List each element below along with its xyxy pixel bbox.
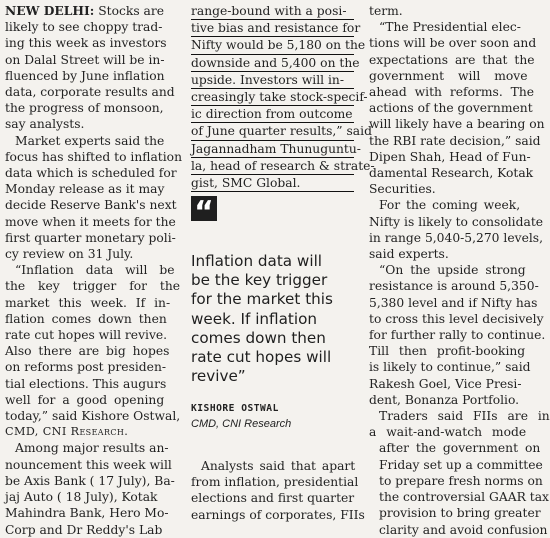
text-line: Traders said FIIs are in	[379, 409, 550, 424]
text-line: jaj Auto ( 18 July), Kotak	[5, 490, 158, 505]
text-line: from inflation, presidential	[191, 475, 359, 490]
text-line: Rakesh Goel, Vice Presi-	[369, 376, 522, 391]
highlighted-line: ic direction from outcome	[191, 106, 354, 123]
text-line: Friday set up a committee	[379, 457, 543, 472]
pull-quote-line: for the market this	[191, 290, 333, 309]
text-line: Nifty is likely to consolidate	[369, 214, 544, 229]
text-line: dent, Bonanza Portfolio.	[369, 392, 520, 407]
text-line: nouncement this week will	[5, 457, 172, 472]
text-line: Mahindra Bank, Hero Mo-	[5, 506, 169, 521]
text-line: Monday release as it may	[5, 182, 165, 197]
text-line: fluenced by June inflation	[5, 68, 165, 83]
paragraph-analysts	[191, 458, 365, 523]
text-line: first quarter monetary poli-	[5, 230, 176, 245]
text-line: CMD, CNI Research.	[5, 425, 129, 439]
text-line: ing this week as investors	[5, 36, 167, 51]
article-column-3	[369, 3, 550, 538]
article-column-2	[191, 3, 375, 192]
text-line: move when it meets for the	[5, 214, 176, 229]
text-line: Corp and Dr Reddy's Lab	[5, 522, 163, 537]
article-column-1	[5, 3, 183, 538]
pull-quote-line: Inflation data will	[191, 252, 323, 270]
text-line: for further rally to continue.	[369, 328, 546, 343]
text-line: after the government on	[379, 441, 541, 456]
text-line: to prepare fresh norms on	[379, 473, 543, 488]
text-line: ahead with reforms. The	[369, 85, 535, 100]
text-line: market this week. If in-	[5, 295, 171, 310]
highlighted-line: tive bias and resistance for	[191, 20, 354, 37]
text-line: will likely have a bearing on	[369, 117, 545, 132]
text-line: earnings of corporates, FIIs	[191, 507, 365, 522]
highlighted-line: downside and 5,400 on the	[191, 55, 354, 72]
highlighted-line: la, head of research & strate-	[191, 158, 354, 175]
paragraph-quote	[5, 262, 181, 440]
text-line: focus has shifted to inflation	[5, 149, 183, 164]
text-line: data which is scheduled for	[5, 166, 177, 181]
text-line: the key trigger for the	[5, 279, 181, 294]
paragraph-intro	[5, 3, 178, 133]
highlighted-line: Nifty would be 5,180 on the	[191, 37, 354, 54]
text-line: be Axis Bank ( 17 July), Ba-	[5, 473, 175, 488]
pull-quote-line: rate cut hopes will	[191, 348, 332, 367]
highlighted-line: of June quarter results,” said	[191, 123, 354, 140]
text-line: damental Research, Kotak	[369, 166, 534, 181]
text-line: the controversial GAAR tax	[379, 490, 549, 505]
text-line: likely to see choppy trad-	[5, 20, 163, 35]
paragraph-term	[369, 3, 539, 19]
text-line: on reforms post presiden-	[5, 360, 167, 375]
text-line: elections and first quarter	[191, 491, 355, 506]
dateline: NEW DELHI:	[5, 3, 95, 18]
text-line: flation comes down then	[5, 311, 167, 326]
pull-quote-text	[191, 252, 354, 386]
text-line: Securities.	[369, 182, 436, 197]
text-line: tial elections. This augurs	[5, 376, 167, 391]
text-line: 5,380 level and if Nifty has	[369, 295, 538, 310]
text-line: For the coming week,	[379, 198, 521, 213]
text-line: on Dalal Street will be in-	[5, 52, 165, 67]
text-line: the progress of monsoon,	[5, 101, 164, 116]
text-line: actions of the government	[369, 101, 533, 116]
text-line: Also there are big hopes	[5, 344, 170, 359]
paragraph-upside	[369, 262, 546, 408]
pull-quote-line: week. If inflation	[191, 309, 318, 328]
text-line: is likely to continue,” said	[369, 360, 531, 375]
text-line: Among major results an-	[15, 441, 169, 456]
text-line: well for a good opening	[5, 392, 165, 407]
paragraph-coming-week	[369, 197, 544, 262]
text-line: rate cut hopes will revive.	[5, 328, 168, 343]
text-line: in range 5,040-5,270 levels,	[369, 230, 544, 245]
pull-quote-line: revive”	[191, 367, 246, 386]
article-column-2-bottom	[191, 458, 365, 523]
highlighted-line: gist, SMC Global.	[191, 175, 354, 192]
text-line: “Inflation data will be	[15, 263, 175, 278]
text-line: tions will be over soon and	[369, 36, 537, 51]
paragraph-experts	[5, 133, 183, 263]
highlighted-paragraph	[191, 3, 375, 192]
paragraph-results	[5, 440, 178, 537]
text-line: say analysts.	[5, 117, 85, 132]
text-line: data, corporate results and	[5, 85, 175, 100]
paragraph-traders	[369, 408, 550, 538]
text-line: term.	[369, 4, 403, 18]
text-line: Till then profit-booking	[369, 344, 526, 359]
intro-line-1: NEW DELHI: Stocks are	[5, 3, 165, 18]
pull-quote-attribution-role: CMD, CNI Research	[191, 418, 292, 430]
pull-quote-line: comes down then	[191, 328, 326, 347]
highlighted-line: Jagannadham Thunuguntu-	[191, 141, 354, 158]
text-line: Analysts said that apart	[201, 459, 356, 473]
text-line: provision to bring greater	[379, 506, 541, 521]
text-line: said experts.	[369, 247, 449, 262]
pull-quote-line: be the key trigger	[191, 271, 328, 290]
highlighted-line: range-bound with a posi-	[191, 3, 354, 20]
highlighted-line: upside. Investors will in-	[191, 72, 354, 89]
text-line: government will move	[369, 68, 528, 83]
text-line: “On the upside strong	[379, 263, 526, 278]
text-line: resistance is around 5,350-	[369, 279, 539, 294]
text-line: the RBI rate decision,” said	[369, 133, 541, 148]
text-line: Market experts said the	[15, 133, 165, 148]
paragraph-elections	[369, 19, 545, 197]
text-line: a wait-and-watch mode	[369, 425, 527, 440]
text-line: clarity and avoid confusion	[379, 522, 548, 537]
text-line: Dipen Shah, Head of Fun-	[369, 149, 531, 164]
text-line: cy review on 31 July.	[5, 247, 134, 262]
highlighted-line: creasingly take stock-specif-	[191, 89, 354, 106]
quote-mark-icon: “	[191, 196, 217, 221]
text-line: to cross this level decisively	[369, 311, 544, 326]
text-line: decide Reserve Bank's next	[5, 198, 177, 213]
pull-quote-attribution-name: KISHORE OSTWAL	[191, 403, 279, 414]
text-line: “The Presidential elec-	[379, 20, 521, 35]
text-line: expectations are that the	[369, 52, 535, 67]
text-line: today,” said Kishore Ostwal,	[5, 409, 181, 424]
